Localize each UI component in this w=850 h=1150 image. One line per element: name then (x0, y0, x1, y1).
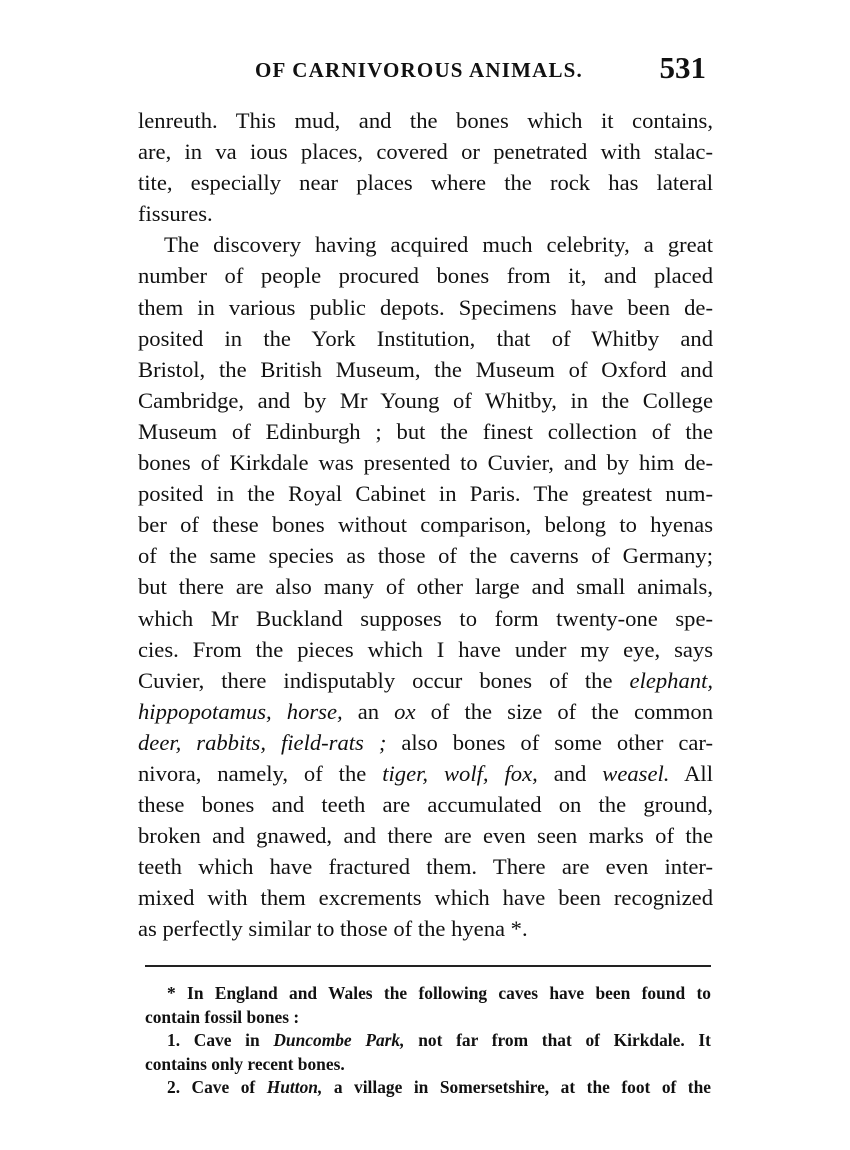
italic-term: ox (394, 698, 416, 724)
italic-term: deer, (138, 729, 182, 755)
italic-term: Duncombe Park, (273, 1030, 405, 1051)
footnotes (145, 982, 711, 1100)
text-line: these bones and teeth are accumulated on the ground, (138, 792, 713, 818)
italic-term: wolf, (443, 760, 489, 786)
italic-term: weasel. (602, 760, 670, 786)
italic-term: hippopotamus, (138, 698, 272, 724)
text-line: mixed with them excrements which have been recognized (138, 885, 713, 911)
text-line: bones of Kirkdale was presented to Cuvier, and by him de- (138, 450, 713, 476)
page-number: 531 (659, 50, 706, 85)
text-line: The discovery having acquired much celebrity, a great (164, 232, 713, 258)
footnote-line (145, 1076, 711, 1100)
text-line (138, 665, 713, 696)
text-run: of the size of the common (430, 698, 714, 724)
text-run: and (553, 760, 587, 786)
footnote-divider (145, 965, 711, 967)
text-line: them in various public depots. Specimens have been de- (138, 294, 713, 320)
text-line: number of people procured bones from it, and placed (138, 263, 713, 289)
text-run: a village in Somersetshire, at the foot of the (333, 1077, 711, 1098)
text-line: ber of these bones without comparison, belong to hyenas (138, 512, 713, 538)
text-line: are, in va ious places, covered or penetrated with stalac- (138, 139, 713, 165)
text-line: fissures. (138, 201, 213, 227)
text-line: cies. From the pieces which I have under my eye, says (138, 636, 713, 662)
running-head: OF CARNIVOROUS ANIMALS. (255, 58, 584, 82)
text-run: 1. Cave in (167, 1030, 260, 1051)
text-run: not far from that of Kirkdale. It (418, 1030, 711, 1051)
text-line: of the same species as those of the caverns of Germany; (138, 543, 713, 569)
footnote-line: * In England and Wales the following caves have been found to (167, 983, 711, 1003)
text-line: posited in the York Institution, that of Whitby and (138, 325, 713, 351)
text-run: All (684, 760, 713, 786)
text-run: Cuvier, there indisputably occur bones of the (138, 667, 613, 693)
text-line: as perfectly similar to those of the hyena *. (138, 916, 528, 942)
text-run: also bones of some other car- (401, 729, 713, 755)
text-line: Museum of Edinburgh ; but the finest collection of the (138, 418, 713, 444)
italic-term: elephant, (629, 667, 713, 693)
footnote-line: contains only recent bones. (145, 1053, 345, 1074)
italic-term: horse, (286, 698, 343, 724)
text-line (138, 758, 713, 789)
text-line (138, 727, 713, 758)
text-line: Bristol, the British Museum, the Museum of Oxford and (138, 356, 713, 382)
footnote-line (145, 1029, 711, 1053)
text-line: teeth which have fractured them. There are even inter- (138, 854, 713, 880)
paragraph-1 (138, 105, 713, 229)
text-line: posited in the Royal Cabinet in Paris. The greatest num- (138, 481, 713, 507)
text-run: 2. Cave of (167, 1077, 256, 1098)
text-line: which Mr Buckland supposes to form twenty-one spe- (138, 605, 713, 631)
text-line: broken and gnawed, and there are even seen marks of the (138, 823, 713, 849)
text-run: an (357, 698, 380, 724)
body-text (138, 105, 713, 945)
text-line: Cambridge, and by Mr Young of Whitby, in the College (138, 387, 713, 413)
text-run: nivora, namely, of the (138, 760, 367, 786)
footnote-line: contain fossil bones : (145, 1006, 300, 1027)
italic-term: fox, (504, 760, 538, 786)
page-header (150, 50, 710, 90)
italic-term: field-rats ; (280, 729, 387, 755)
italic-term: rabbits, (196, 729, 266, 755)
text-line: lenreuth. This mud, and the bones which it contains, (138, 108, 713, 133)
text-line: but there are also many of other large and small animals, (138, 574, 713, 600)
text-line (138, 696, 713, 727)
italic-term: tiger, (382, 760, 429, 786)
text-line: tite, especially near places where the rock has lateral (138, 170, 713, 196)
italic-term: Hutton, (266, 1077, 323, 1098)
paragraph-2 (138, 229, 713, 944)
